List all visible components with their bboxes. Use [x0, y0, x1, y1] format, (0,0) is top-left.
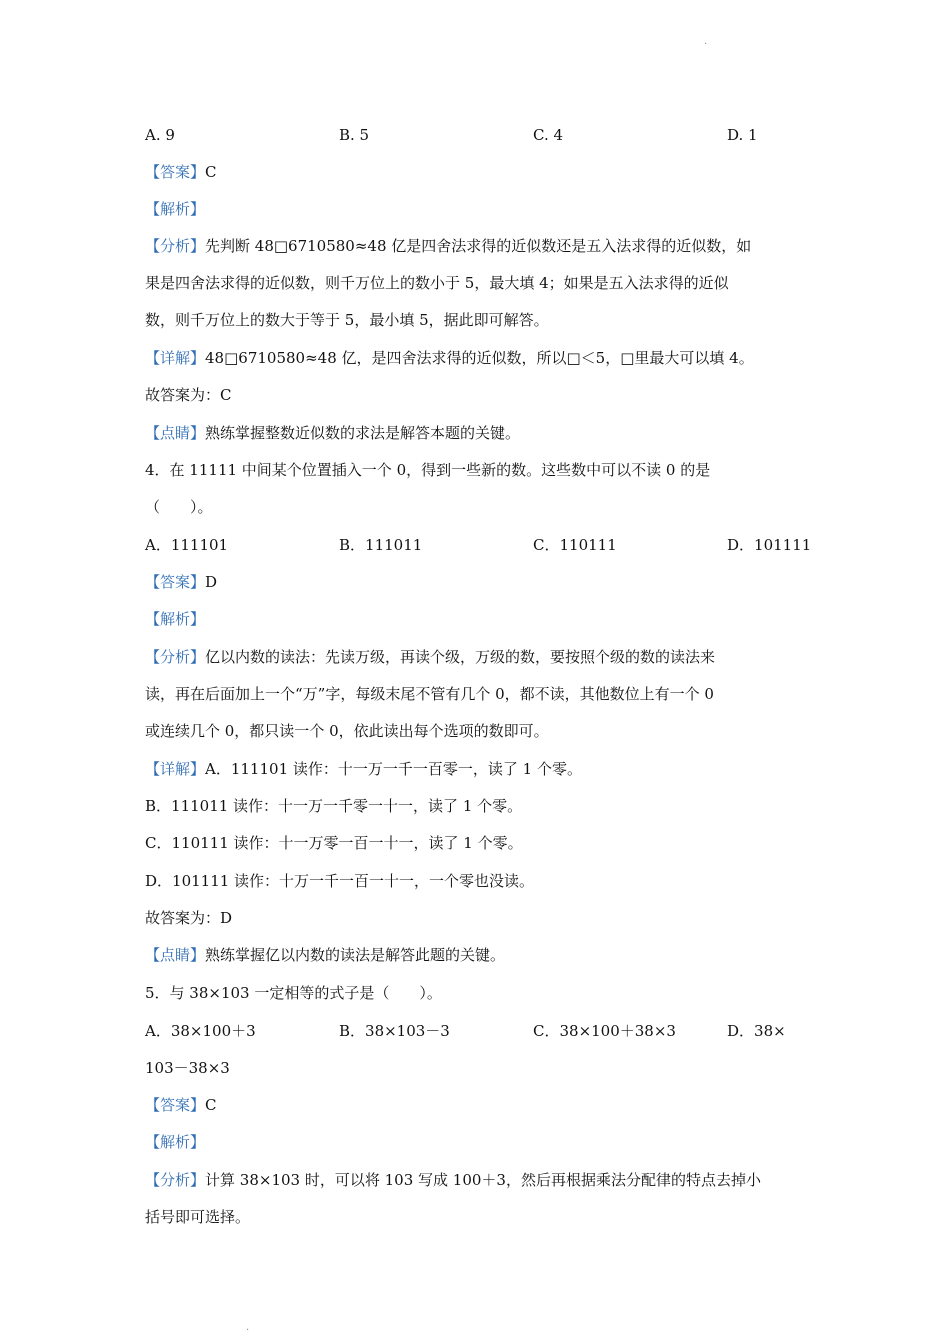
- analysis-text: 先判断 48□6710580≈48 亿是四舍法求得的近似数还是五入法求得的近似数，如: [205, 237, 752, 255]
- q5-analysis-line-2: 括号即可选择。: [145, 1208, 251, 1226]
- q5-option-c: C．38×100＋38×3: [533, 1022, 676, 1040]
- analysis-tag: 【分析】: [145, 237, 206, 255]
- q4-option-b: B．111011: [339, 536, 423, 554]
- answer-value: D: [205, 573, 218, 591]
- analysis-tag: 【分析】: [145, 648, 206, 666]
- q5-analysis-line-1: [145, 1170, 810, 1190]
- q4-analysis-line-1: [145, 647, 810, 667]
- top-dot: .: [704, 36, 708, 47]
- detail-tag: 【详解】: [145, 760, 206, 778]
- detail-text: A．111101 读作：十一万一千一百零一，读了 1 个零。: [205, 760, 582, 778]
- q3-analysis-line-2: 果是四舍法求得的近似数，则千万位上的数小于 5，最大填 4；如果是五入法求得的近似: [145, 274, 729, 292]
- jiexi-tag: 【解析】: [145, 200, 206, 218]
- q4-comment: [145, 945, 810, 965]
- analysis-text: 计算 38×103 时，可以将 103 写成 100＋3，然后再根据乘法分配律的特点去掉小: [205, 1171, 761, 1189]
- jiexi-tag: 【解析】: [145, 1133, 206, 1151]
- q3-analysis-line-1: [145, 236, 810, 256]
- comment-text: 熟练掌握整数近似数的求法是解答本题的关键。: [205, 424, 521, 442]
- answer-value: C: [205, 163, 217, 181]
- q5-option-a: A．38×100＋3: [145, 1022, 256, 1040]
- q4-detail-line-b: B．111011 读作：十一万一千零一十一，读了 1 个零。: [145, 797, 523, 815]
- q5-option-d-cont: 103－38×3: [145, 1059, 230, 1077]
- q5-option-d: D．38×: [727, 1022, 786, 1040]
- q4-question: 4．在 11111 中间某个位置插入一个 0，得到一些新的数。这些数中可以不读 0 的是: [145, 461, 711, 479]
- detail-text: 48□6710580≈48 亿，是四舍法求得的近似数，所以□＜5，□里最大可以填 4。: [205, 349, 754, 367]
- q5-question: 5．与 38×103 一定相等的式子是（ ）。: [145, 984, 442, 1002]
- comment-tag: 【点睛】: [145, 946, 206, 964]
- q4-option-c: C．110111: [533, 536, 617, 554]
- answer-tag: 【答案】: [145, 163, 206, 181]
- q3-option-a: A. 9: [145, 126, 175, 144]
- jiexi-tag: 【解析】: [145, 610, 206, 628]
- q3-jiexi: [145, 199, 810, 219]
- q3-option-c: C. 4: [533, 126, 564, 144]
- q3-analysis-line-3: 数，则千万位上的数大于等于 5，最小填 5，据此即可解答。: [145, 311, 549, 329]
- q3-answer: [145, 162, 810, 182]
- answer-value: C: [205, 1096, 217, 1114]
- answer-tag: 【答案】: [145, 573, 206, 591]
- analysis-tag: 【分析】: [145, 1171, 206, 1189]
- q5-answer: [145, 1095, 810, 1115]
- q4-option-a: A．111101: [145, 536, 229, 554]
- q3-option-b: B. 5: [339, 126, 370, 144]
- q4-answer: [145, 572, 810, 592]
- q4-option-d: D．101111: [727, 536, 812, 554]
- q4-analysis-line-2: 读，再在后面加上一个“万”字，每级末尾不管有几个 0，都不读，其他数位上有一个 0: [145, 685, 714, 703]
- q4-analysis-line-3: 或连续几个 0，都只读一个 0，依此读出每个选项的数即可。: [145, 722, 549, 740]
- q3-comment: [145, 423, 810, 443]
- q4-jiexi: [145, 609, 810, 629]
- answer-tag: 【答案】: [145, 1096, 206, 1114]
- q4-detail-line-d: D．101111 读作：十万一千一百一十一，一个零也没读。: [145, 872, 535, 890]
- analysis-text: 亿以内数的读法：先读万级，再读个级，万级的数，要按照个级的数的读法来: [205, 648, 716, 666]
- q3-detail: [145, 348, 810, 368]
- q4-detail: [145, 759, 810, 779]
- bottom-dot: .: [246, 1322, 250, 1333]
- comment-tag: 【点睛】: [145, 424, 206, 442]
- q5-jiexi: [145, 1132, 810, 1152]
- detail-tag: 【详解】: [145, 349, 206, 367]
- q5-option-b: B．38×103－3: [339, 1022, 450, 1040]
- q4-conclusion: 故答案为：D: [145, 909, 233, 927]
- q3-option-d: D. 1: [727, 126, 758, 144]
- q4-question-cont: （ ）。: [145, 498, 213, 516]
- comment-text: 熟练掌握亿以内数的读法是解答此题的关键。: [205, 946, 506, 964]
- q4-detail-line-c: C．110111 读作：十一万零一百一十一，读了 1 个零。: [145, 834, 523, 852]
- q3-conclusion: 故答案为：C: [145, 386, 232, 404]
